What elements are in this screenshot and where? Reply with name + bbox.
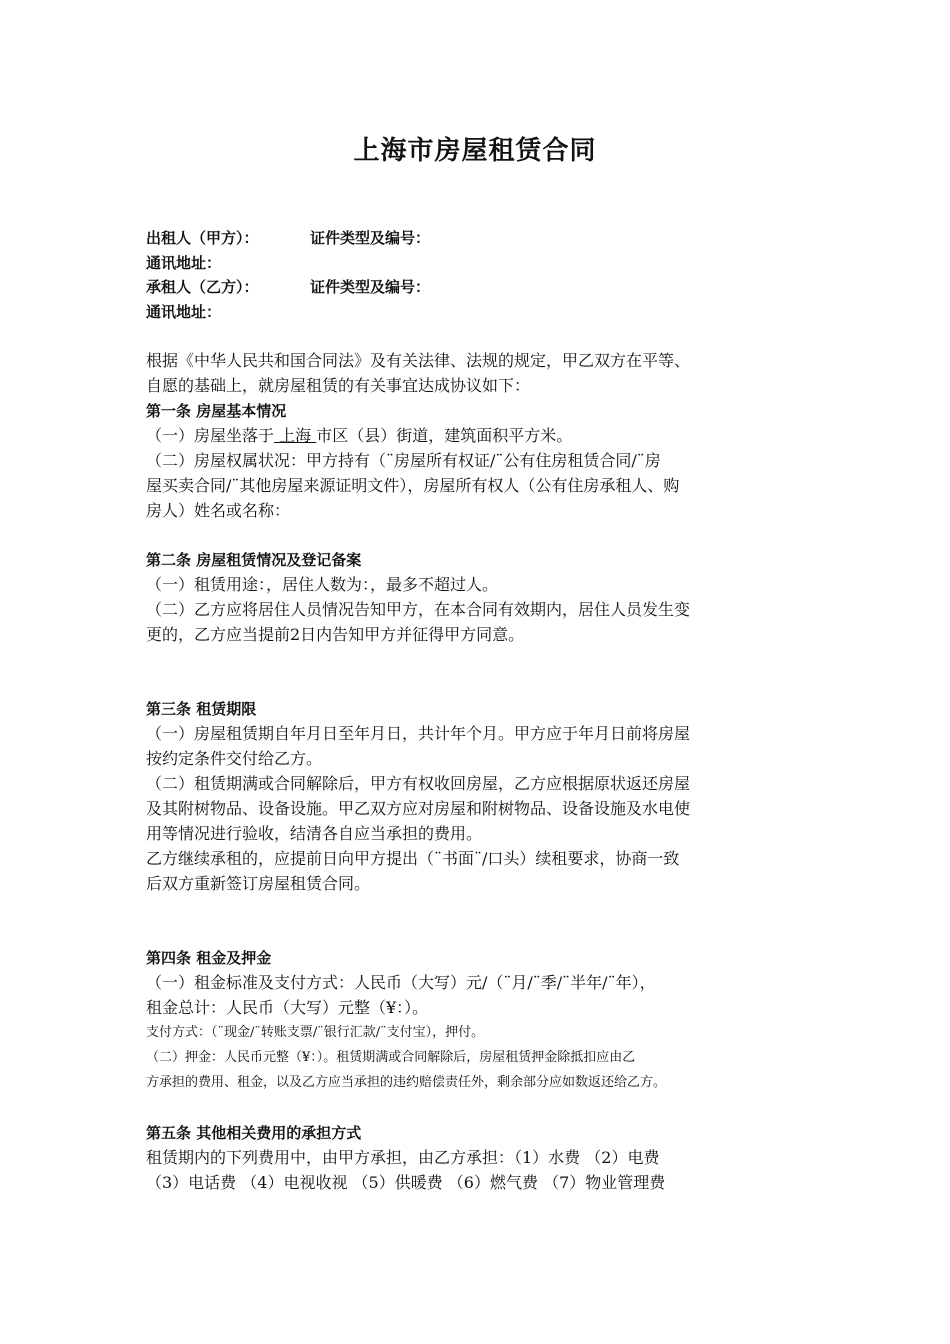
lessor-label: 出租人（甲方）：: [146, 229, 259, 247]
article1-item2: （二）房屋权属状况：甲方持有（¨房屋所有权证/¨公有住房租赁合同/¨房: [146, 451, 661, 470]
lessee-address-label: 通讯地址：: [146, 303, 222, 321]
article1-item2: 屋买卖合同/¨其他房屋来源证明文件），房屋所有权人（公有住房承租人、购: [146, 476, 680, 495]
article3-item2: 用等情况进行验收，结清各自应当承担的费用。: [146, 824, 483, 843]
article3-item1: 按约定条件交付给乙方。: [146, 749, 323, 768]
article1-item1: [146, 424, 572, 448]
article5-line: （3）电话费 （4）电视收视 （5）供暖费 （6）燃气费 （7）物业管理费: [146, 1173, 666, 1192]
article4-item2: （二）押金：人民币元整（¥：）。租赁期满或合同解除后，房屋租赁押金除抵扣应由乙: [146, 1050, 636, 1065]
article1-item2: 房人）姓名或名称：: [146, 501, 291, 520]
article3-item2: 及其附树物品、设备设施。甲乙双方应对房屋和附树物品、设备设施及水电使: [146, 799, 691, 818]
city-field: 上海: [274, 426, 317, 445]
lessor-address-label: 通讯地址：: [146, 254, 222, 272]
article4-item1: （一）租金标准及支付方式：人民币（大写）元/（¨月/¨季/¨半年/¨年），: [146, 973, 656, 992]
article2-item2: （二）乙方应将居住人员情况告知甲方，在本合同有效期内，居住人员发生变: [146, 600, 691, 619]
payment-method: 支付方式：（¨现金/¨转账支票/¨银行汇款/¨支付宝），押付。: [146, 1025, 485, 1040]
article2-item2: 更的，乙方应当提前2日内告知甲方并征得甲方同意。: [146, 625, 525, 644]
article3-item3: 乙方继续承租的，应提前日向甲方提出（¨书面¨/口头）续租要求，协商一致: [146, 849, 680, 868]
article4-item1: 租金总计：人民币（大写）元整（¥：）。: [146, 998, 429, 1017]
article3-item2: （二）租赁期满或合同解除后，甲方有权收回房屋，乙方应根据原状返还房屋: [146, 774, 691, 793]
lessee-id-label: 证件类型及编号：: [310, 278, 431, 296]
intro-line: 根据《中华人民共和国合同法》及有关法律、法规的规定，甲乙双方在平等、: [146, 351, 691, 370]
article5-line: 租赁期内的下列费用中，由甲方承担，由乙方承担：（1）水费 （2）电费: [146, 1148, 660, 1167]
article-heading: 第三条 租赁期限: [146, 700, 257, 718]
item-prefix: （一）房屋坐落于: [146, 426, 275, 445]
article-heading: 第四条 租金及押金: [146, 949, 272, 967]
lessee-row: [146, 275, 431, 299]
article-heading: 第五条 其他相关费用的承担方式: [146, 1124, 362, 1142]
document-title: 上海市房屋租赁合同: [353, 136, 597, 166]
lessor-id-label: 证件类型及编号：: [310, 229, 431, 247]
article3-item1: （一）房屋租赁期自年月日至年月日，共计年个月。甲方应于年月日前将房屋: [146, 724, 691, 743]
lessee-label: 承租人（乙方）：: [146, 278, 259, 296]
article-heading: 第二条 房屋租赁情况及登记备案: [146, 551, 362, 569]
article4-item2: 方承担的费用、租金，以及乙方应当承担的违约赔偿责任外，剩余部分应如数返还给乙方。: [146, 1075, 667, 1090]
intro-line: 自愿的基础上，就房屋租赁的有关事宜达成协议如下：: [146, 376, 531, 395]
article2-item1: （一）租赁用途：，居住人数为：，最多不超过人。: [146, 575, 499, 594]
article-heading: 第一条 房屋基本情况: [146, 402, 287, 420]
lessor-row: [146, 226, 431, 250]
article3-item3: 后双方重新签订房屋租赁合同。: [146, 874, 371, 893]
item-suffix: 市区（县）街道，建筑面积平方米。: [316, 426, 573, 445]
